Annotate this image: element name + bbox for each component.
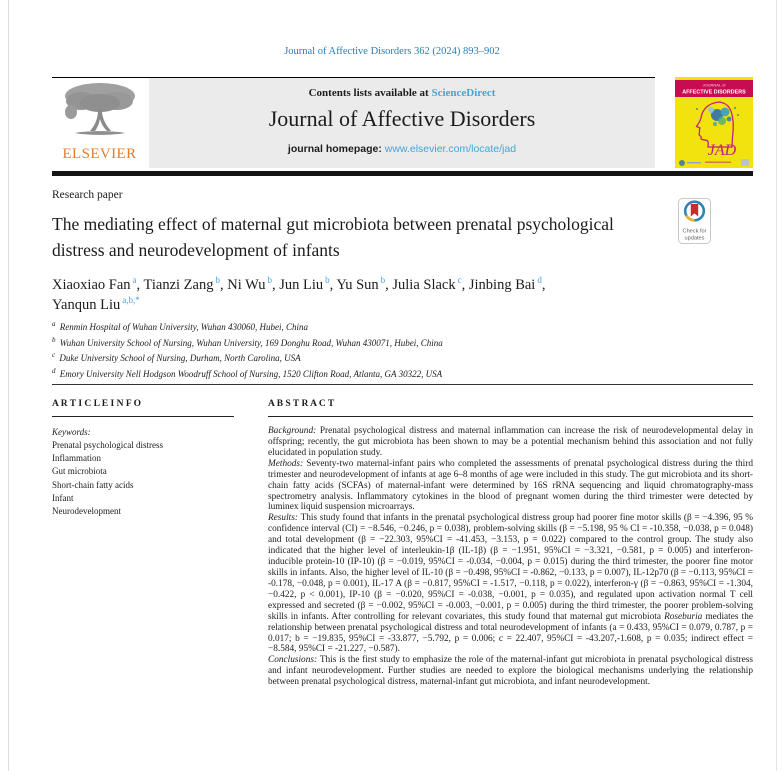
author-line: Xiaoxiao Fan $^a$, Tianzi Zang $^b$, Ni Wu $^b$, Jun Liu $^b$, Yu Sun $^b$, Julia Slack $^c$, Jinbing Bai $^d$, Yanqun Liu $^{a,b,*}$ xyxy=(52,275,546,313)
abstract-section-label: Background: xyxy=(268,426,320,436)
contents-line xyxy=(149,87,655,99)
keyword-item: Infant xyxy=(52,492,74,503)
affiliation-marker: d xyxy=(52,366,56,375)
affiliation-item: $^a$ Renmin Hospital of Wuhan University, Wuhan 430060, Hubei, China xyxy=(52,320,308,332)
keywords-block xyxy=(52,426,234,518)
author-name: Yu Sun xyxy=(336,276,379,293)
author-affiliation-ref[interactable]: a,b,* xyxy=(122,294,140,305)
author-name: Ni Wu xyxy=(227,276,266,293)
abstract-paragraph: Conclusions: This is the first study to emphasize the role of the maternal-infant gut microbiota in prenatal psychological distress and infant neurodevelopment. Further studies are needed to explore the biological mechanisms underlying the relationship between prenatal psychological distress, maternal-infant gut microbiota, and infant neurodevelopment. xyxy=(268,655,753,688)
section-divider-rule xyxy=(52,384,753,385)
info-abstract-columns xyxy=(52,399,753,688)
keyword-item: Neurodevelopment xyxy=(52,505,121,516)
affiliation-marker: b xyxy=(52,335,56,344)
journal-header xyxy=(52,77,753,168)
abstract-paragraph: Methods: Seventy-two maternal-infant pairs who completed the assessments of prenatal psychological distress during the third trimester and neurodevelopment of infants at age 6–8 months of age were included in this study. The gut microbiota and its short-chain fatty acids (SCFAs) of maternal-infant were determined by 16S rRNA sequencing and liquid chromatography-mass spectrometry analysis. Inflammatory cytokines in the blood of pregnant women during the third trimester were detected by luminex liquid suspension microarrays. xyxy=(268,458,753,513)
elsevier-tree-icon xyxy=(57,80,143,142)
affiliation-item: $^b$ Wuhan University School of Nursing, Wuhan University, 169 Donghu Road, Wuhan 430071, Hubei, China xyxy=(52,335,443,348)
abstract-paragraph: Background: Prenatal psychological distress and maternal inflammation can increase the risk of neurodevelopmental delay in offspring; recently, the gut microbiota has been shown to may be a potential mechanism behind this association and not fully elucidated in population study. xyxy=(268,426,753,458)
cover-masthead-line1: JOURNAL of xyxy=(702,82,726,88)
author-affiliation-ref[interactable]: b xyxy=(267,275,272,285)
affiliation-marker: a xyxy=(52,320,56,328)
affiliation-list xyxy=(52,319,732,381)
cover-masthead-line2: AFFECTIVE DISORDERS xyxy=(682,89,746,96)
abstract-rule xyxy=(268,416,753,417)
elsevier-logo xyxy=(52,80,147,168)
keywords-list xyxy=(52,439,234,518)
abstract-paragraphs xyxy=(268,426,753,688)
sciencedirect-link[interactable]: ScienceDirect xyxy=(431,87,496,99)
page-edge-line xyxy=(8,0,9,771)
italic-term: Roseburia xyxy=(664,611,703,622)
keyword-item: Prenatal psychological distress xyxy=(52,440,163,451)
article-type-label: Research paper xyxy=(52,189,123,201)
keywords-label: Keywords: xyxy=(52,427,91,437)
abstract-column xyxy=(268,399,753,688)
affiliation-item: $^c$ Duke University School of Nursing, Durham, North Carolina, USA xyxy=(52,351,301,363)
author-affiliation-ref[interactable]: b xyxy=(325,275,330,285)
article-info-column xyxy=(52,399,234,688)
abstract-section-label: Methods: xyxy=(268,458,307,469)
author-affiliation-ref[interactable]: c xyxy=(457,275,462,285)
contents-prefix: Contents lists available at xyxy=(308,87,432,99)
abstract-heading: A B S T R A C T xyxy=(268,399,335,409)
keyword-item: Gut microbiota xyxy=(52,466,107,477)
journal-cover-art xyxy=(675,77,753,168)
journal-citation-link[interactable]: Journal of Affective Disorders 362 (2024) 893–902 xyxy=(284,46,500,57)
badge-label-line2: updates xyxy=(684,235,705,242)
page-edge-line xyxy=(776,0,777,771)
homepage-prefix: journal homepage: xyxy=(287,143,385,155)
author-name: Tianzi Zang xyxy=(143,276,214,293)
author-name: Julia Slack xyxy=(392,276,456,293)
author-name: Jinbing Bai xyxy=(468,276,536,293)
keyword-item: Inflammation xyxy=(52,453,101,464)
abstract-paragraph: Results: This study found that infants in the prenatal psychological distress group had poorer fine motor skills (β = −4.396, 95 % confidence interval (CI) = −8.546, −0.246, p = 0.038), problem-solving skills (β = −5.198, 95 % CI = -10.358, −0.038, p = 0.048) and total development (β = −22.303, 95%CI = -41.453, −3.153, p = 0.022) compared to the control group. The study also indicated that the higher level of interleukin-1β (IL-1β) (β = −1.951, 95%CI = −3.321, −0.581, p = 0.005) and interferon-inducible protein-10 (IP-10) (β = −0.019, 95%CI = -0.034, −0.004, p = 0.015) during the third trimester, the poorer fine motor skills in infants. Also, the higher level of IL-10 (β = −0.498, 95%CI = -0.862, −0.133, p = 0.007), IL-12p70 (β = −0.113, 95%CI = -0.178, −0.048, p = 0.001), IL-17 A (β = −0.817, 95%CI = -1.517, −0.118, p = 0.022), interferon-γ (β = −0.863, 95%CI = -1.304, −0.422, p < 0.001), IP-10 (β = −0.020, 95%CI = -0.038, −0.001, p = 0.035), and regulated upon activation normal T cell expressed and secreted (β = −0.002, 95%CI = -0.003, −0.001, p = 0.005) during the third trimester, the poorer problem-solving skills in infants. After controlling for relevant covariates, this study found that maternal gut microbiota Roseburia mediates the relationship between prenatal psychological distress and total neurodevelopment of infants (a = 0.433, 95%CI = 0.079, 0.787, p = 0.017; b = −19.835, 95%CI = -33.877, −5.792, p = 0.006; c = 22.407, 95%CI = -43.207,-1.608, p = 0.035; indirect effect = −8.584, 95%CI = -21.227, −0.587). xyxy=(268,513,753,655)
abstract-section-label: Results: xyxy=(268,513,301,524)
elsevier-wordmark: ELSEVIER xyxy=(62,146,137,162)
author-affiliation-ref[interactable]: b xyxy=(215,275,220,285)
author-name: Yanqun Liu xyxy=(52,296,121,313)
article-info-rule xyxy=(52,416,234,417)
cover-acronym: JAD xyxy=(707,142,737,159)
journal-homepage-link[interactable]: www.elsevier.com/locate/jad xyxy=(384,143,517,155)
check-for-updates-badge[interactable] xyxy=(678,198,711,244)
author-affiliation-ref[interactable]: a xyxy=(132,275,137,285)
journal-cover-image[interactable] xyxy=(675,77,753,168)
author-name: Xiaoxiao Fan xyxy=(52,276,131,293)
journal-title: Journal of Affective Disorders xyxy=(268,106,536,131)
badge-label-line1: Check for xyxy=(682,228,707,235)
author-affiliation-ref[interactable]: b xyxy=(380,275,386,285)
author-name: Jun Liu xyxy=(279,276,324,293)
abstract-section-label: Conclusions: xyxy=(268,655,320,666)
check-updates-icon xyxy=(678,198,711,244)
header-thick-rule xyxy=(52,171,753,176)
article-info-heading: A R T I C L E I N F O xyxy=(52,399,142,409)
affiliation-marker: c xyxy=(52,351,56,359)
homepage-line xyxy=(149,143,655,155)
affiliation-item: $^d$ Emory University Nell Hodgson Woodruff School of Nursing, 1520 Clifton Road, Atlanta, GA 30322, USA xyxy=(52,366,443,379)
keyword-item: Short-chain fatty acids xyxy=(52,479,134,490)
journal-banner xyxy=(149,78,655,168)
article-title: The mediating effect of maternal gut microbiota between prenatal psychological distress and neurodevelopment of infants xyxy=(52,214,614,261)
author-affiliation-ref[interactable]: d xyxy=(537,275,542,285)
